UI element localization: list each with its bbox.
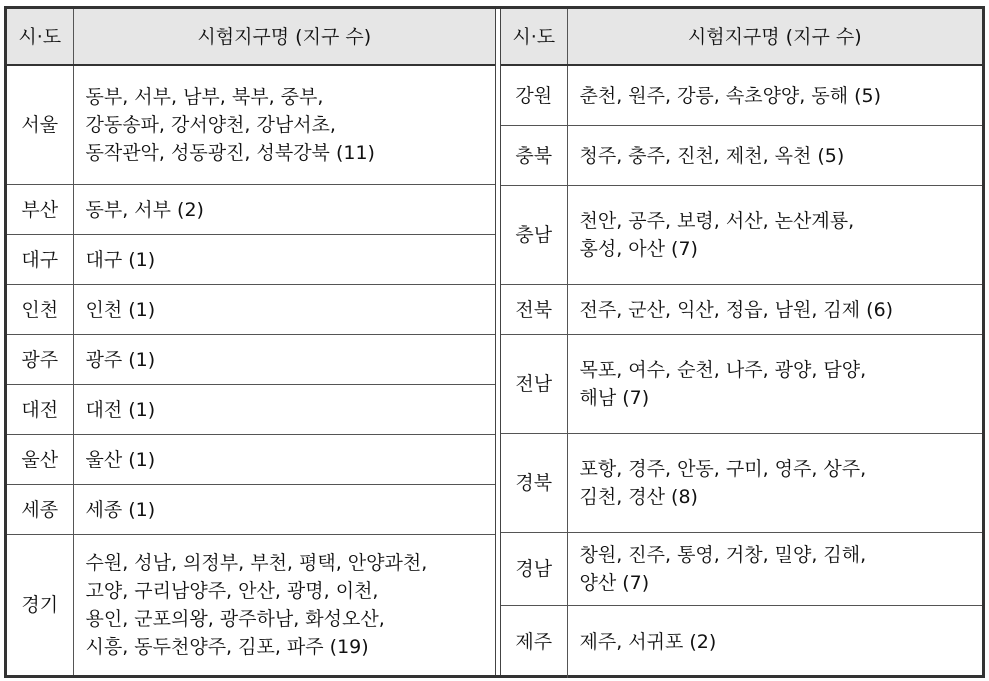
region-cell: 광주 <box>7 335 73 385</box>
table-row <box>7 535 495 676</box>
district-line: 제주, 서귀포 (2) <box>579 631 717 653</box>
district-line: 시흥, 동두천양주, 김포, 파주 (19) <box>85 636 369 658</box>
districts-cell <box>567 285 982 335</box>
districts-cell <box>73 535 495 676</box>
district-line: 수원, 성남, 의정부, 부천, 평택, 안양과천, <box>85 552 428 574</box>
district-table-frame <box>4 6 985 678</box>
district-line: 양산 (7) <box>579 572 650 594</box>
right-table-section <box>501 9 982 675</box>
region-cell: 충남 <box>501 186 567 285</box>
table-row <box>7 385 495 435</box>
districts-cell <box>73 435 495 485</box>
districts-cell <box>567 335 982 434</box>
region-cell: 울산 <box>7 435 73 485</box>
district-line: 청주, 충주, 진천, 제천, 옥천 (5) <box>579 144 845 167</box>
region-cell: 세종 <box>7 485 73 535</box>
table-row <box>501 126 982 186</box>
districts-cell <box>567 434 982 533</box>
region-cell: 강원 <box>501 65 567 126</box>
table-row <box>7 185 495 235</box>
district-line: 홍성, 아산 (7) <box>579 238 698 260</box>
districts-cell <box>73 335 495 385</box>
district-line: 김천, 경산 (8) <box>579 486 698 508</box>
table-row <box>7 485 495 535</box>
district-line: 강동송파, 강서양천, 강남서초, <box>85 114 336 136</box>
table-row <box>7 435 495 485</box>
districts-cell <box>73 65 495 185</box>
table-row <box>7 235 495 285</box>
header-row <box>501 9 982 65</box>
districts-cell <box>567 533 982 606</box>
district-line: 포항, 경주, 안동, 구미, 영주, 상주, <box>579 458 867 480</box>
district-line: 광주 (1) <box>85 348 156 371</box>
table-row <box>501 335 982 434</box>
right-table <box>501 9 982 678</box>
region-cell: 경남 <box>501 533 567 606</box>
region-cell: 대전 <box>7 385 73 435</box>
left-table-section <box>7 9 495 675</box>
districts-cell <box>73 385 495 435</box>
district-line: 천안, 공주, 보령, 서산, 논산계룡, <box>579 210 855 232</box>
district-line: 동부, 서부 (2) <box>85 198 204 221</box>
districts-cell <box>567 65 982 126</box>
district-line: 전주, 군산, 익산, 정읍, 남원, 김제 (6) <box>579 298 894 321</box>
table-row <box>501 186 982 285</box>
region-cell: 경북 <box>501 434 567 533</box>
region-cell: 서울 <box>7 65 73 185</box>
district-line: 세종 (1) <box>85 498 156 521</box>
district-line: 창원, 진주, 통영, 거창, 밀양, 김해, <box>579 544 867 566</box>
region-cell: 전남 <box>501 335 567 434</box>
table-row <box>7 285 495 335</box>
table-row <box>501 434 982 533</box>
header-region: 시·도 <box>501 9 567 65</box>
districts-cell <box>73 285 495 335</box>
district-line: 춘천, 원주, 강릉, 속초양양, 동해 (5) <box>579 84 882 107</box>
district-line: 고양, 구리남양주, 안산, 광명, 이천, <box>85 580 379 602</box>
district-line: 대전 (1) <box>85 398 156 421</box>
header-row <box>7 9 495 65</box>
header-districts: 시험지구명 (지구 수) <box>567 9 982 65</box>
table-row <box>501 285 982 335</box>
region-cell: 대구 <box>7 235 73 285</box>
region-cell: 전북 <box>501 285 567 335</box>
district-line: 동작관악, 성동광진, 성북강북 (11) <box>85 142 375 164</box>
region-cell: 충북 <box>501 126 567 186</box>
region-cell: 인천 <box>7 285 73 335</box>
districts-cell <box>567 606 982 679</box>
table-row <box>501 533 982 606</box>
header-districts: 시험지구명 (지구 수) <box>73 9 495 65</box>
district-line: 울산 (1) <box>85 448 156 471</box>
districts-cell <box>567 186 982 285</box>
districts-cell <box>73 485 495 535</box>
table-row <box>7 65 495 185</box>
districts-cell <box>567 126 982 186</box>
district-line: 용인, 군포의왕, 광주하남, 화성오산, <box>85 608 385 630</box>
district-line: 목포, 여수, 순천, 나주, 광양, 담양, <box>579 359 867 381</box>
districts-cell <box>73 185 495 235</box>
district-line: 인천 (1) <box>85 298 156 321</box>
region-cell: 부산 <box>7 185 73 235</box>
left-table <box>7 9 495 675</box>
districts-cell <box>73 235 495 285</box>
table-row <box>7 335 495 385</box>
district-line: 해남 (7) <box>579 387 650 409</box>
table-row <box>501 65 982 126</box>
header-region: 시·도 <box>7 9 73 65</box>
district-line: 동부, 서부, 남부, 북부, 중부, <box>85 86 324 108</box>
district-line: 대구 (1) <box>85 248 156 271</box>
region-cell: 경기 <box>7 535 73 676</box>
region-cell: 제주 <box>501 606 567 679</box>
table-row <box>501 606 982 679</box>
